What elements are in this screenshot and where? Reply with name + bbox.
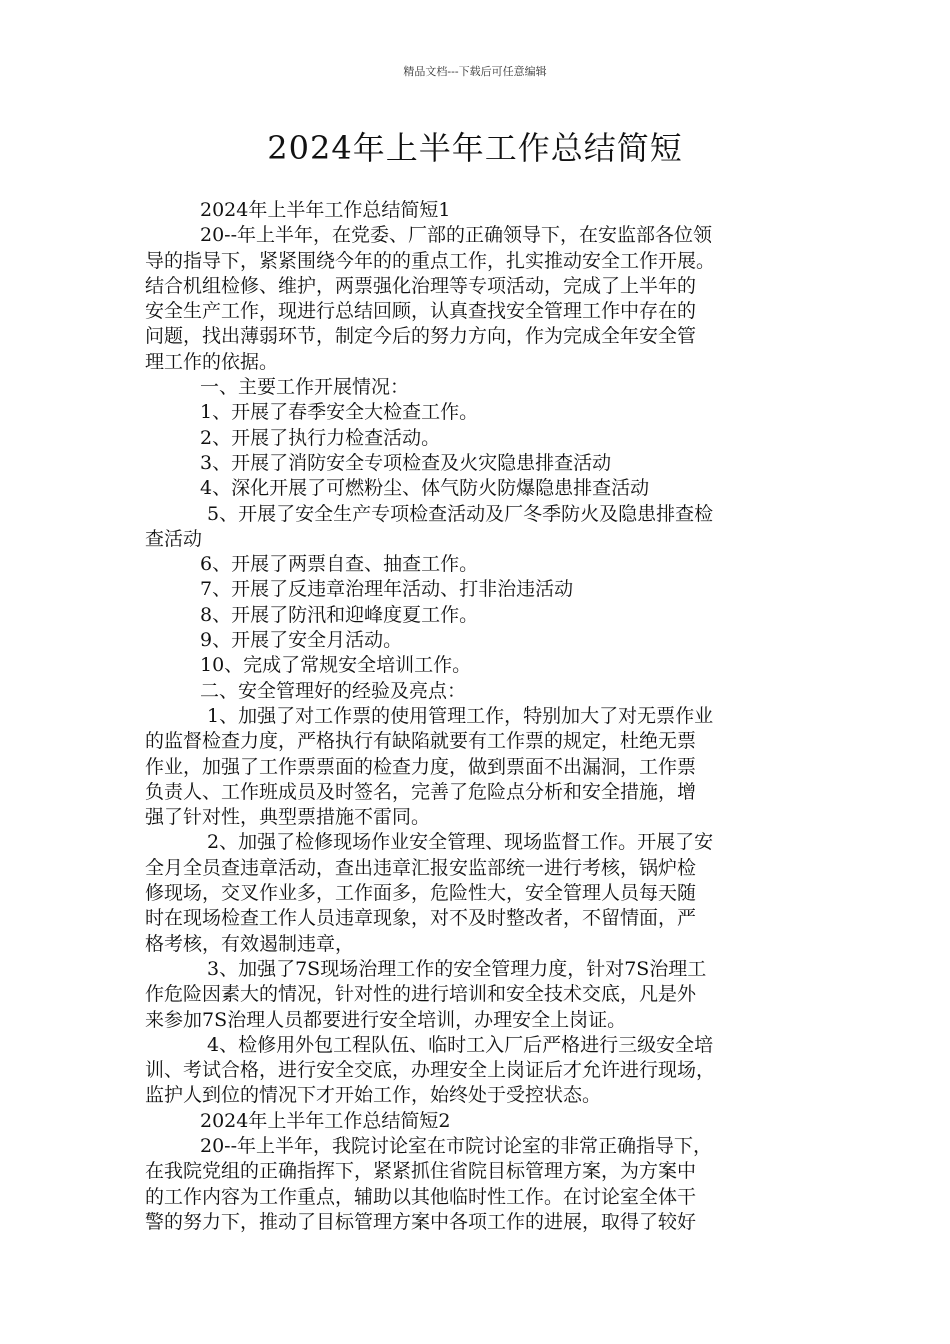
paragraph-line: 4、检修用外包工程队伍、临时工入厂后严格进行三级安全培 — [207, 1033, 714, 1056]
paragraph-line: 格考核，有效遏制违章， — [145, 932, 355, 955]
list-item: 1、开展了春季安全大检查工作。 — [200, 401, 479, 424]
paragraph-line: 作危险因素大的情况，针对性的进行培训和安全技术交底，凡是外 — [145, 983, 697, 1006]
paragraph-line: 结合机组检修、维护，两票强化治理等专项活动，完成了上半年的 — [145, 274, 697, 297]
paragraph-line: 在我院党组的正确指挥下，紧紧抓住省院目标管理方案，为方案中 — [145, 1160, 697, 1183]
list-item: 10、完成了常规安全培训工作。 — [200, 654, 472, 677]
list-item: 7、开展了反违章治理年活动、打非治违活动 — [200, 578, 574, 601]
paragraph-line: 来参加7S治理人员都要进行安全培训，办理安全上岗证。 — [145, 1008, 627, 1031]
paragraph-line: 作业，加强了工作票票面的检查力度，做到票面不出漏洞，工作票 — [145, 755, 697, 778]
paragraph-line: 全月全员查违章活动，查出违章汇报安监部统一进行考核，锅炉检 — [145, 856, 697, 879]
paragraph-line: 问题，找出薄弱环节，制定今后的努力方向，作为完成全年安全管 — [145, 325, 697, 348]
paragraph-line: 20--年上半年，我院讨论室在市院讨论室的非常正确指导下， — [200, 1134, 713, 1157]
list-item: 2、开展了执行力检查活动。 — [200, 426, 441, 449]
paragraph-line: 3、加强了7S现场治理工作的安全管理力度，针对7S治理工 — [207, 957, 707, 980]
list-item-continuation: 查活动 — [145, 527, 203, 550]
subheading: 一、主要工作开展情况： — [200, 376, 410, 399]
paragraph-line: 安全生产工作，现进行总结回顾，认真查找安全管理工作中存在的 — [145, 300, 697, 323]
list-item: 5、开展了安全生产专项检查活动及厂冬季防火及隐患排查检 — [207, 502, 714, 525]
paragraph-line: 的工作内容为工作重点，辅助以其他临时性工作。在讨论室全体干 — [145, 1185, 697, 1208]
paragraph-line: 监护人到位的情况下才开始工作，始终处于受控状态。 — [145, 1084, 602, 1107]
paragraph-line: 时在现场检查工作人员违章现象，对不及时整改者，不留情面，严 — [145, 907, 697, 930]
list-item: 8、开展了防汛和迎峰度夏工作。 — [200, 603, 479, 626]
list-item: 6、开展了两票自查、抽查工作。 — [200, 553, 479, 576]
paragraph-line: 1、加强了对工作票的使用管理工作，特别加大了对无票作业 — [207, 704, 714, 727]
document-title: 2024年上半年工作总结简短 — [267, 129, 683, 167]
section-heading-2: 2024年上半年工作总结简短2 — [200, 1109, 451, 1132]
paragraph-line: 强了针对性，典型票措施不雷同。 — [145, 806, 431, 829]
paragraph-line: 训、考试合格，进行安全交底，办理安全上岗证后才允许进行现场， — [145, 1059, 716, 1082]
subheading: 二、安全管理好的经验及亮点： — [200, 679, 467, 702]
paragraph-line: 理工作的依据。 — [145, 350, 279, 373]
section-heading-1: 2024年上半年工作总结简短1 — [200, 199, 451, 221]
paragraph-line: 2、加强了检修现场作业安全管理、现场监督工作。开展了安 — [207, 831, 714, 854]
paragraph-line: 警的努力下，推动了目标管理方案中各项工作的进展，取得了较好 — [145, 1210, 697, 1233]
paragraph-line: 20--年上半年，在党委、厂部的正确领导下，在安监部各位领 — [200, 224, 713, 247]
header-note: 精品文档---下载后可任意编辑 — [403, 65, 547, 78]
list-item: 4、深化开展了可燃粉尘、体气防火防爆隐患排查活动 — [200, 477, 650, 500]
paragraph-line: 导的指导下，紧紧围绕今年的的重点工作，扎实推动安全工作开展。 — [145, 249, 716, 272]
paragraph-line: 修现场，交叉作业多，工作面多，危险性大，安全管理人员每天随 — [145, 882, 697, 905]
list-item: 9、开展了安全月活动。 — [200, 629, 403, 652]
paragraph-line: 的监督检查力度，严格执行有缺陷就要有工作票的规定，杜绝无票 — [145, 730, 697, 753]
list-item: 3、开展了消防安全专项检查及火灾隐患排查活动 — [200, 451, 612, 474]
paragraph-line: 负责人、工作班成员及时签名，完善了危险点分析和安全措施，增 — [145, 780, 697, 803]
document-body — [145, 198, 810, 1235]
